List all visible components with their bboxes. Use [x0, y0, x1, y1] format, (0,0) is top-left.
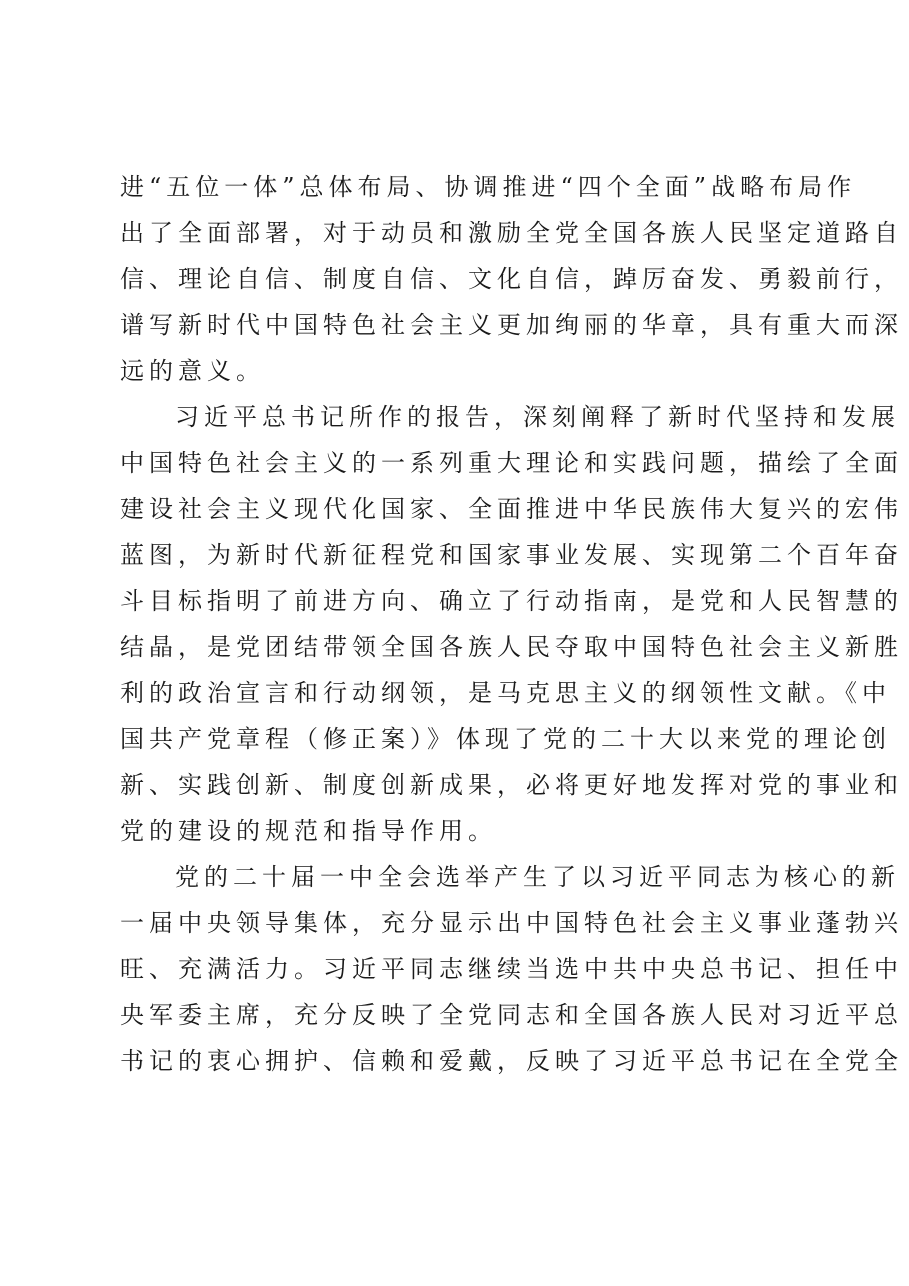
- text-line: 央军委主席，充分反映了全党同志和全国各族人民对习近平总: [120, 1001, 903, 1029]
- paragraph-first-line: 习近平总书记所作的报告，深刻阐释了新时代坚持和发展: [175, 403, 900, 431]
- text-line: 书记的衷心拥护、信赖和爱戴，反映了习近平总书记在全党全: [120, 1047, 903, 1075]
- text-line: 建设社会主义现代化国家、全面推进中华民族伟大复兴的宏伟: [120, 495, 903, 523]
- text-line: 远的意义。: [120, 357, 265, 385]
- text-line: 旺、充满活力。习近平同志继续当选中共中央总书记、担任中: [120, 955, 903, 983]
- text-line: 进“五位一体”总体布局、协调推进“四个全面”战略布局作: [120, 173, 857, 201]
- text-line: 谱写新时代中国特色社会主义更加绚丽的华章，具有重大而深: [120, 311, 903, 339]
- paragraph-first-line: 党的二十届一中全会选举产生了以习近平同志为核心的新: [175, 863, 900, 891]
- text-line: 一届中央领导集体，充分显示出中国特色社会主义事业蓬勃兴: [120, 909, 903, 937]
- text-line: 中国特色社会主义的一系列重大理论和实践问题，描绘了全面: [120, 449, 903, 477]
- text-line: 结晶，是党团结带领全国各族人民夺取中国特色社会主义新胜: [120, 633, 903, 661]
- text-line: 斗目标指明了前进方向、确立了行动指南，是党和人民智慧的: [120, 587, 903, 615]
- text-line: 出了全面部署，对于动员和激励全党全国各族人民坚定道路自: [120, 219, 903, 247]
- text-line: 国共产党章程（修正案）》体现了党的二十大以来党的理论创: [120, 725, 891, 753]
- text-line: 利的政治宣言和行动纲领，是马克思主义的纲领性文献。《中: [120, 679, 891, 707]
- text-line: 蓝图，为新时代新征程党和国家事业发展、实现第二个百年奋: [120, 541, 903, 569]
- text-line: 信、理论自信、制度自信、文化自信，踔厉奋发、勇毅前行，: [120, 265, 903, 293]
- text-line: 新、实践创新、制度创新成果，必将更好地发挥对党的事业和: [120, 771, 903, 799]
- text-line: 党的建设的规范和指导作用。: [120, 817, 497, 845]
- body-text: [120, 164, 903, 1084]
